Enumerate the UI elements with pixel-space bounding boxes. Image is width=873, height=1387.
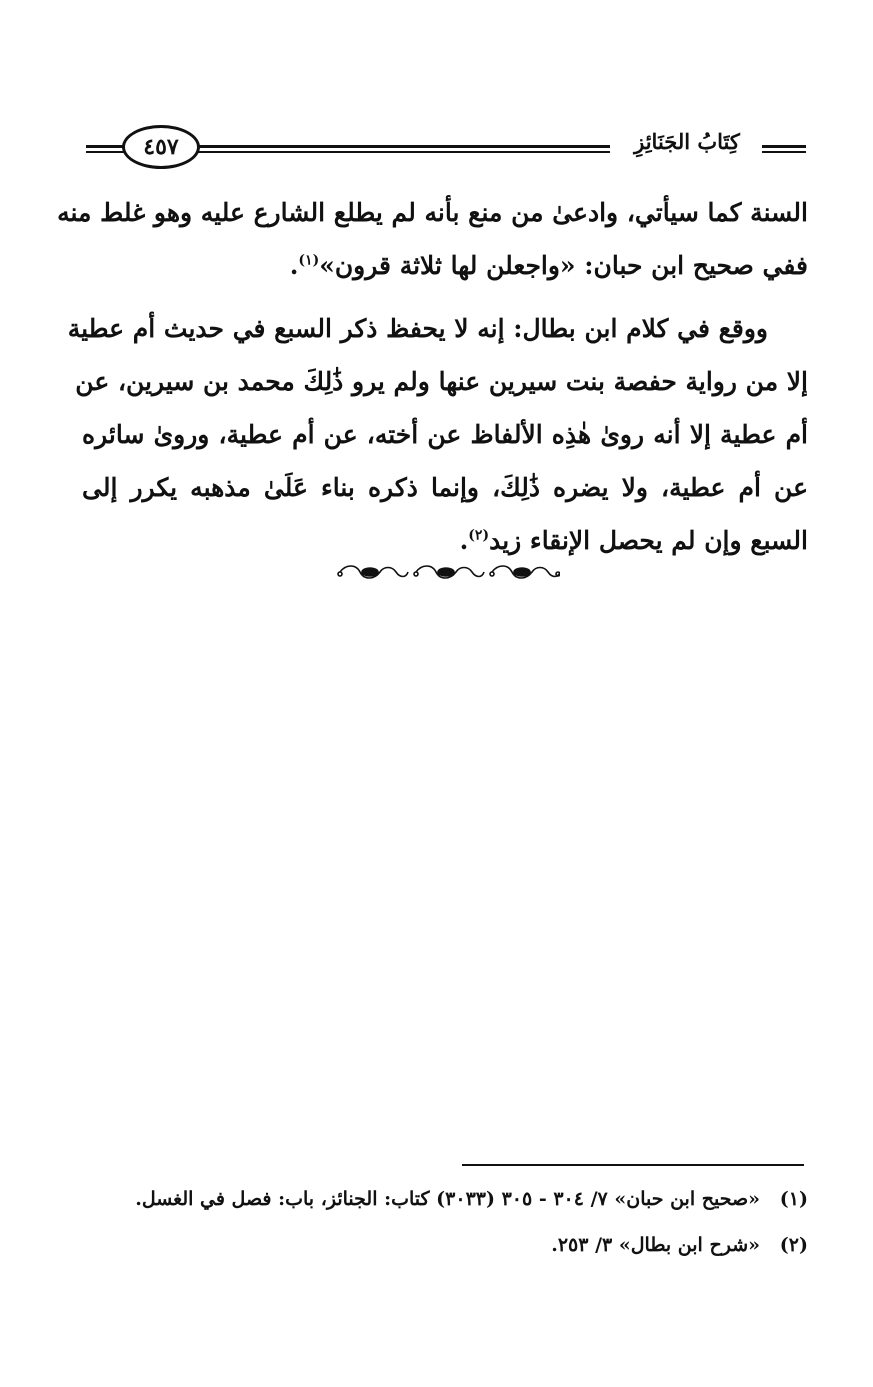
footnote-number: (١)	[779, 1188, 808, 1210]
page-header	[86, 125, 806, 185]
footnote	[82, 1226, 808, 1264]
end-punctuation: .	[289, 251, 299, 280]
text-line-content: ففي صحيح ابن حبان: «واجعلن لها ثلاثة قرون»	[319, 251, 808, 280]
main-text	[57, 186, 808, 567]
text-line: عن أم عطية، ولا يضره ذَٰلِكَ، وإنما ذكره بناء عَلَىٰ مذهبه يكرر إلى	[82, 473, 808, 502]
text-line: أم عطية إلا أنه روىٰ هٰذِه الألفاظ عن أخته، عن أم عطية، وروىٰ سائره	[82, 420, 808, 449]
end-punctuation: .	[459, 526, 469, 555]
header-rule-right	[762, 145, 806, 154]
footnote-ref: (٢)	[468, 527, 490, 544]
text-line	[82, 239, 808, 292]
text-line-content: السبع وإن لم يحصل الإنقاء زيد	[489, 526, 808, 555]
footnote-separator	[462, 1164, 804, 1166]
text-line: السنة كما سيأتي، وادعىٰ من منع بأنه لم يطلع الشارع عليه وهو غلط منه	[57, 198, 808, 227]
footnote-number: (٢)	[779, 1234, 808, 1256]
floral-divider-icon	[336, 560, 560, 584]
page-number: ٤٥٧	[143, 134, 179, 160]
footnote-text: «شرح ابن بطال» ٣/ ٢٥٣.	[551, 1234, 760, 1256]
text-line: ووقع في كلام ابن بطال: إنه لا يحفظ ذكر السبع في حديث أم عطية	[67, 314, 768, 343]
page-number-badge	[122, 125, 200, 169]
running-title: كِتَابُ الجَنَائِزِ	[634, 129, 740, 154]
header-rule-left-outer	[86, 145, 124, 154]
header-rule-middle	[196, 145, 610, 154]
text-line: إلا من رواية حفصة بنت سيرين عنها ولم يرو ذَٰلِكَ محمد بن سيرين، عن	[75, 367, 808, 396]
footnote-ref: (١)	[298, 252, 320, 269]
footnote	[82, 1180, 808, 1218]
footnote-text: «صحيح ابن حبان» ٧/ ٣٠٤ - ٣٠٥ (٣٠٣٣) كتاب: الجنائز، باب: فصل في الغسل.	[135, 1188, 760, 1210]
footnotes	[82, 1180, 808, 1264]
